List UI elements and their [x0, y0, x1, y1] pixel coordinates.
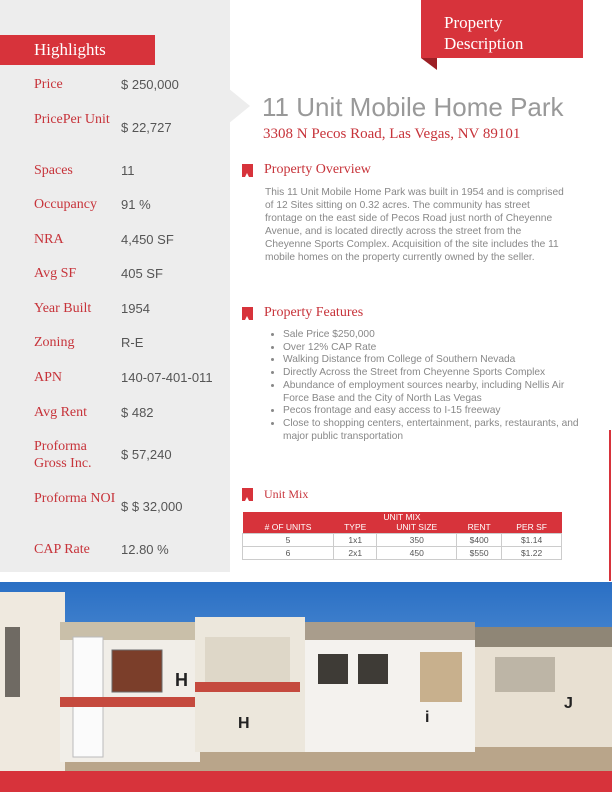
overview-text: This 11 Unit Mobile Home Park was built in 1954 and is comprised of 12 Sites sitting on 0.32 acres. The community has street frontage on the east side of Pecos Road just north of Cheyenne Avenue, and is located directly across the street from the Cheyenne Sports Complex. Acquisition of the site includes the 11 mobile homes on the property currently owned by the seller.: [265, 187, 564, 264]
highlight-label: Avg SF: [34, 266, 77, 281]
panel-pointer: [228, 88, 250, 124]
highlight-label: Zoning: [34, 335, 75, 350]
highlight-label: Occupancy: [34, 197, 97, 212]
table-cell: 450: [377, 547, 457, 560]
property-photo: [0, 582, 612, 772]
highlight-value: $ 22,727: [121, 120, 172, 135]
trailer-letter: H: [238, 715, 250, 732]
table-row: [243, 547, 562, 560]
highlight-label: PricePer Unit: [34, 112, 110, 127]
table-cell: $550: [457, 547, 502, 560]
column-header: PER SF: [502, 522, 562, 534]
list-item: • Abundance of employment sources nearby, including Nellis Air Force Base and the City of North Las Vegas: [283, 380, 583, 405]
table-cell: $1.14: [502, 534, 562, 547]
highlight-label: Spaces: [34, 163, 73, 178]
table-cell: 6: [243, 547, 334, 560]
list-item: • Sale Price $250,000: [283, 329, 583, 342]
section-title: Property Features: [264, 305, 364, 320]
tab-line: Property: [444, 13, 503, 32]
accent-line: [609, 430, 611, 581]
property-title: 11 Unit Mobile Home Park: [262, 92, 564, 122]
list-item: • Directly Across the Street from Cheyenne Sports Complex: [283, 367, 583, 380]
table-cell: 2x1: [334, 547, 377, 560]
table-row: [243, 534, 562, 547]
column-header: # OF UNITS: [243, 522, 334, 534]
unit-mix-table: [242, 512, 562, 560]
bookmark-icon: [242, 164, 253, 177]
tab-fold: [421, 58, 437, 70]
features-list: [267, 329, 583, 443]
list-item: • Pecos frontage and easy access to I-15 freeway: [283, 405, 583, 418]
highlight-value: 4,450 SF: [121, 232, 174, 247]
table-caption: UNIT MIX: [243, 512, 562, 522]
highlight-label: Year Built: [34, 301, 92, 316]
highlight-label: NRA: [34, 232, 64, 247]
highlight-label: Proforma NOI: [34, 491, 116, 506]
list-item: • Walking Distance from College of Southern Nevada: [283, 354, 583, 367]
highlight-value: R-E: [121, 335, 144, 350]
tab-line: Description: [444, 34, 524, 53]
highlight-value: 405 SF: [121, 266, 163, 281]
table-cell: $400: [457, 534, 502, 547]
highlight-value: $ $ 32,000: [121, 499, 183, 514]
property-address: 3308 N Pecos Road, Las Vegas, NV 89101: [263, 126, 521, 142]
highlight-label: Proforma Gross Inc.: [34, 439, 92, 471]
list-item: • Close to shopping centers, entertainment, parks, restaurants, and major public transportation: [283, 418, 583, 443]
bookmark-icon: [242, 488, 253, 501]
highlight-value: 91 %: [121, 197, 151, 212]
highlight-value: $ 482: [121, 405, 154, 420]
table-cell: 1x1: [334, 534, 377, 547]
highlight-value: $ 250,000: [121, 77, 179, 92]
highlight-value: 1954: [121, 301, 150, 316]
highlight-label: Avg Rent: [34, 405, 88, 420]
trailer-letter: H: [175, 670, 188, 690]
column-header: UNIT SIZE: [377, 522, 457, 534]
trailer-letter: i: [425, 709, 430, 726]
mobile-homes-illustration: [0, 582, 612, 772]
highlights-tab: Highlights: [0, 35, 155, 65]
column-header: TYPE: [334, 522, 377, 534]
property-description-tab: [421, 0, 583, 58]
list-item: • Over 12% CAP Rate: [283, 342, 583, 355]
table-cell: 350: [377, 534, 457, 547]
column-header: RENT: [457, 522, 502, 534]
highlight-label: CAP Rate: [34, 542, 90, 557]
highlight-value: 11: [121, 163, 135, 178]
table-cell: 5: [243, 534, 334, 547]
highlight-value: 140-07-401-011: [121, 370, 213, 385]
bookmark-icon: [242, 307, 253, 320]
highlight-value: 12.80 %: [121, 542, 169, 557]
section-title: Property Overview: [264, 162, 371, 177]
section-title: Unit Mix: [264, 487, 309, 501]
highlight-value: $ 57,240: [121, 447, 172, 462]
table-cell: $1.22: [502, 547, 562, 560]
trailer-letter: J: [564, 695, 573, 712]
highlight-label: Price: [34, 77, 63, 92]
footer-bar: [0, 771, 612, 792]
highlight-label: APN: [34, 370, 63, 385]
